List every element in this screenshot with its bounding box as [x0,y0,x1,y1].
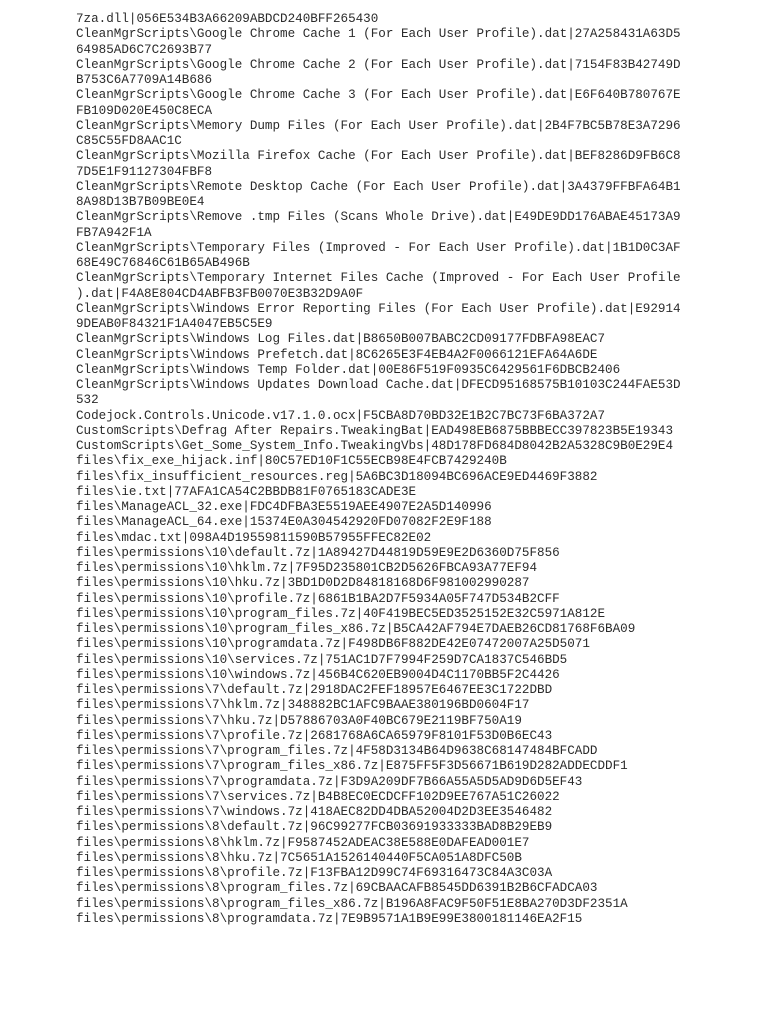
text-line: files\permissions\10\hklm.7z|7F95D235801CB2D5626FBCA93A77EF94 [76,561,538,575]
text-line: CleanMgrScripts\Temporary Internet Files Cache (Improved - For Each User Profile [76,271,681,286]
text-line: CleanMgrScripts\Google Chrome Cache 3 (For Each User Profile).dat|E6F640B780767E [76,88,681,103]
text-line: 532 [76,393,99,408]
text-line: 7za.dll|056E534B3A66209ABDCD240BFF265430 [76,12,379,26]
text-line: files\permissions\8\hklm.7z|F9587452ADEAC38E588E0DAFEAD001E7 [76,835,530,850]
text-line: CleanMgrScripts\Temporary Files (Improved - For Each User Profile).dat|1B1D0C3AF [76,240,681,255]
text-line: files\permissions\8\profile.7z|F13FBA12D99C74F69316473C84A3C03A [76,866,553,880]
text-line: files\fix_insufficient_resources.reg|5A6BC3D18094BC696ACE9ED4469F3882 [76,469,598,484]
text-line: CleanMgrScripts\Memory Dump Files (For Each User Profile).dat|2B4F7BC5B78E3A7296 [76,118,681,133]
text-line: files\permissions\7\default.7z|2918DAC2FEF18957E6467EE3C1722DBD [76,683,553,697]
text-line: files\permissions\10\hku.7z|3BD1D0D2D84818168D6F981002990287 [76,576,530,591]
text-line: files\permissions\10\profile.7z|6861B1BA2D7F5934A05F747D534B2CFF [76,591,560,606]
text-line: CustomScripts\Defrag After Repairs.TweakingBat|EAD498EB6875BBBECC397823B5E19343 [76,423,674,438]
text-line: 8A98D13B7B09BE0E4 [76,195,205,209]
text-line: files\permissions\8\program_files_x86.7z|B196A8FAC9F50F51E8BA270D3DF2351A [76,896,628,911]
text-line: CleanMgrScripts\Remove .tmp Files (Scans Whole Drive).dat|E49DE9DD176ABAE45173A9 [76,210,681,225]
text-line: files\permissions\8\default.7z|96C99277FCB03691933333BAD8B29EB9 [76,820,553,835]
text-line: files\permissions\7\profile.7z|2681768A6CA65979F8101F53D0B6EC43 [76,728,553,743]
text-line: files\permissions\7\hku.7z|D57886703A0F40BC679E2119BF750A19 [76,713,522,728]
text-line: files\permissions\10\program_files_x86.7z|B5CA42AF794E7DAEB26CD81768F6BA09 [76,622,636,636]
text-line: CustomScripts\Get_Some_System_Info.TweakingVbs|48D178FD684D8042B2A5328C9B0E29E4 [76,439,674,453]
text-line: CleanMgrScripts\Google Chrome Cache 2 (For Each User Profile).dat|7154F83B42749D [76,57,681,72]
text-line: files\mdac.txt|098A4D19559811590B57955FFEC82E02 [76,530,432,545]
text-line: FB109D020E450C8ECA [76,103,213,118]
text-line: CleanMgrScripts\Remote Desktop Cache (For Each User Profile).dat|3A4379FFBFA64B1 [76,179,681,194]
text-line: files\ManageACL_32.exe|FDC4DFBA3E5519AEE4907E2A5D140996 [76,500,492,514]
text-line: CleanMgrScripts\Mozilla Firefox Cache (For Each User Profile).dat|BEF8286D9FB6C8 [76,149,681,164]
text-line: C85C55FD8AAC1C [76,134,182,148]
text-line: files\permissions\8\hku.7z|7C5651A1526140440F5CA051A8DFC50B [76,850,522,865]
text-line: 7D5E1F91127304FBF8 [76,164,213,179]
text-line: B753C6A7709A14B686 [76,73,213,87]
text-line: files\permissions\7\program_files_x86.7z|E875FF5F3D56671B619D282ADDECDDF1 [76,759,628,774]
text-line: Codejock.Controls.Unicode.v17.1.0.ocx|F5CBA8D70BD32E1B2C7BC73F6BA372A7 [76,408,606,423]
text-line: files\permissions\7\program_files.7z|4F58D3134B64D9638C68147484BFCADD [76,744,598,758]
text-line: files\permissions\8\programdata.7z|7E9B9571A1B9E99E3800181146EA2F15 [76,911,583,926]
text-line: files\permissions\10\services.7z|751AC1D7F7994F259D7CA1837C546BD5 [76,652,568,667]
text-line: files\ie.txt|77AFA1CA54C2BBDB81F0765183CADE3E [76,484,417,499]
text-line: files\fix_exe_hijack.inf|80C57ED10F1C55ECB98E4FCB7429240B [76,454,507,469]
text-line: 64985AD6C7C2693B77 [76,42,213,57]
text-line: files\permissions\7\windows.7z|418AEC82DD4DBA52004D2D3EE3546482 [76,805,553,819]
text-line: CleanMgrScripts\Windows Error Reporting Files (For Each User Profile).dat|E92914 [76,301,681,316]
text-line: files\permissions\10\programdata.7z|F498DB6F882DE42E07472007A25D5071 [76,637,590,652]
text-line: files\permissions\10\windows.7z|456B4C620EB9004D4C1170BB5F2C4426 [76,667,560,682]
text-line: files\permissions\10\program_files.7z|40F419BEC5ED3525152E32C5971A812E [76,606,606,621]
text-line: files\permissions\7\hklm.7z|348882BC1AFC9BAAE380196BD0604F17 [76,698,530,713]
text-line: CleanMgrScripts\Windows Log Files.dat|B8650B007BABC2CD09177FDBFA98EAC7 [76,332,606,347]
text-line: 9DEAB0F84321F1A4047EB5C5E9 [76,317,273,331]
text-line: CleanMgrScripts\Windows Prefetch.dat|8C6265E3F4EB4A2F0066121EFA64A6DE [76,347,598,362]
text-line: files\permissions\7\programdata.7z|F3D9A209DF7B66A55A5D5AD9D6D5EF43 [76,774,583,789]
text-line: files\permissions\8\program_files.7z|69CBAACAFB8545DD6391B2B6CFADCA03 [76,881,598,896]
text-line: CleanMgrScripts\Google Chrome Cache 1 (For Each User Profile).dat|27A258431A63D5 [76,27,681,42]
text-line: 68E49C76846C61B65AB496B [76,256,250,270]
text-line: ).dat|F4A8E804CD4ABFB3FB0070E3B32D9A0F [76,286,364,301]
file-hash-listing [76,12,681,927]
text-line: files\permissions\7\services.7z|B4B8EC0ECDCFF102D9EE767A51C26022 [76,789,560,804]
text-line: files\ManageACL_64.exe|15374E0A304542920FD07082F2E9F188 [76,515,492,530]
text-line: CleanMgrScripts\Windows Updates Download Cache.dat|DFECD95168575B10103C244FAE53D [76,378,681,392]
text-line: CleanMgrScripts\Windows Temp Folder.dat|00E86F519F0935C6429561F6DBCB2406 [76,362,621,377]
text-line: FB7A942F1A [76,225,152,240]
text-line: files\permissions\10\default.7z|1A89427D44819D59E9E2D6360D75F856 [76,545,560,560]
